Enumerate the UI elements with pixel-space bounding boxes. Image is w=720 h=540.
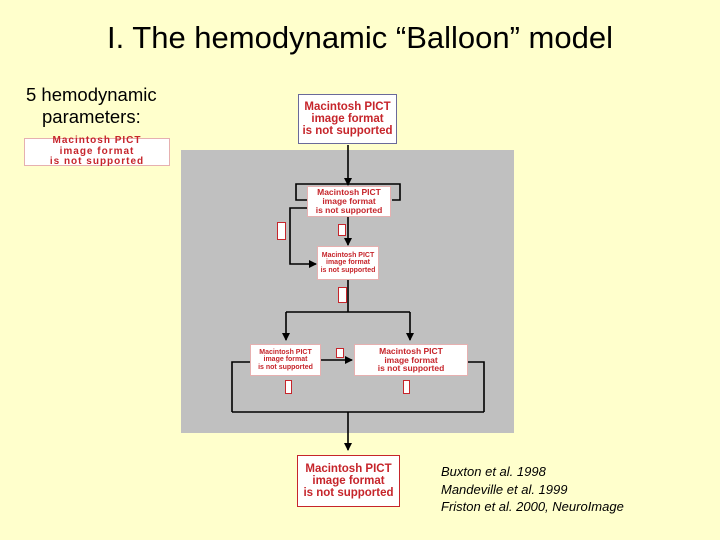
placeholder-line2: image format — [59, 145, 135, 157]
diagram-box-4-placeholder — [354, 344, 468, 376]
placeholder-line3: is not supported — [315, 204, 383, 215]
placeholder-line2: image format — [326, 259, 370, 267]
placeholder-line2: image format — [322, 196, 376, 207]
reference-mandeville: Mandeville et al. 1999 — [441, 481, 568, 497]
diagram-box-3-placeholder — [250, 344, 321, 376]
placeholder-line1: Macintosh PICT — [379, 345, 443, 356]
placeholder-line1: Macintosh PICT — [321, 251, 375, 259]
slide-title: I. The hemodynamic “Balloon” model — [106, 20, 613, 55]
parameters-label-line1: 5 hemodynamic — [26, 84, 157, 105]
placeholder-line3: is not supported — [49, 156, 145, 168]
placeholder-line3: is not supported — [303, 487, 394, 500]
reference-buxton: Buxton et al. 1998 — [441, 464, 546, 479]
reference-friston: Friston et al. 2000, NeuroImage — [441, 499, 624, 514]
placeholder-line3: is not supported — [258, 363, 313, 371]
placeholder-line2: image format — [384, 354, 438, 365]
placeholder-line1: Macintosh PICT — [52, 135, 142, 147]
placeholder-line3: is not supported — [377, 363, 445, 374]
placeholder-line2: image format — [311, 112, 384, 125]
diagram-box-1-placeholder — [307, 186, 391, 217]
input-image-placeholder — [298, 94, 397, 144]
parameter-marker — [285, 380, 292, 394]
diagram-box-2-placeholder — [317, 246, 379, 280]
placeholder-line1: Macintosh PICT — [317, 187, 381, 198]
placeholder-line1: Macintosh PICT — [259, 348, 312, 356]
output-image-placeholder — [297, 455, 400, 507]
placeholder-line2: image format — [312, 474, 385, 487]
placeholder-line1: Macintosh PICT — [305, 462, 392, 475]
placeholder-line2: image format — [263, 356, 308, 364]
parameter-marker — [338, 224, 346, 236]
placeholder-line1: Macintosh PICT — [304, 100, 391, 113]
parameter-marker — [336, 348, 344, 358]
placeholder-line3: is not supported — [302, 125, 393, 138]
parameter-marker — [277, 222, 286, 240]
parameters-label-line2: parameters: — [42, 106, 141, 127]
placeholder-line3: is not supported — [320, 266, 376, 274]
parameter-marker — [403, 380, 410, 394]
parameter-marker — [338, 287, 347, 303]
references — [441, 463, 624, 516]
